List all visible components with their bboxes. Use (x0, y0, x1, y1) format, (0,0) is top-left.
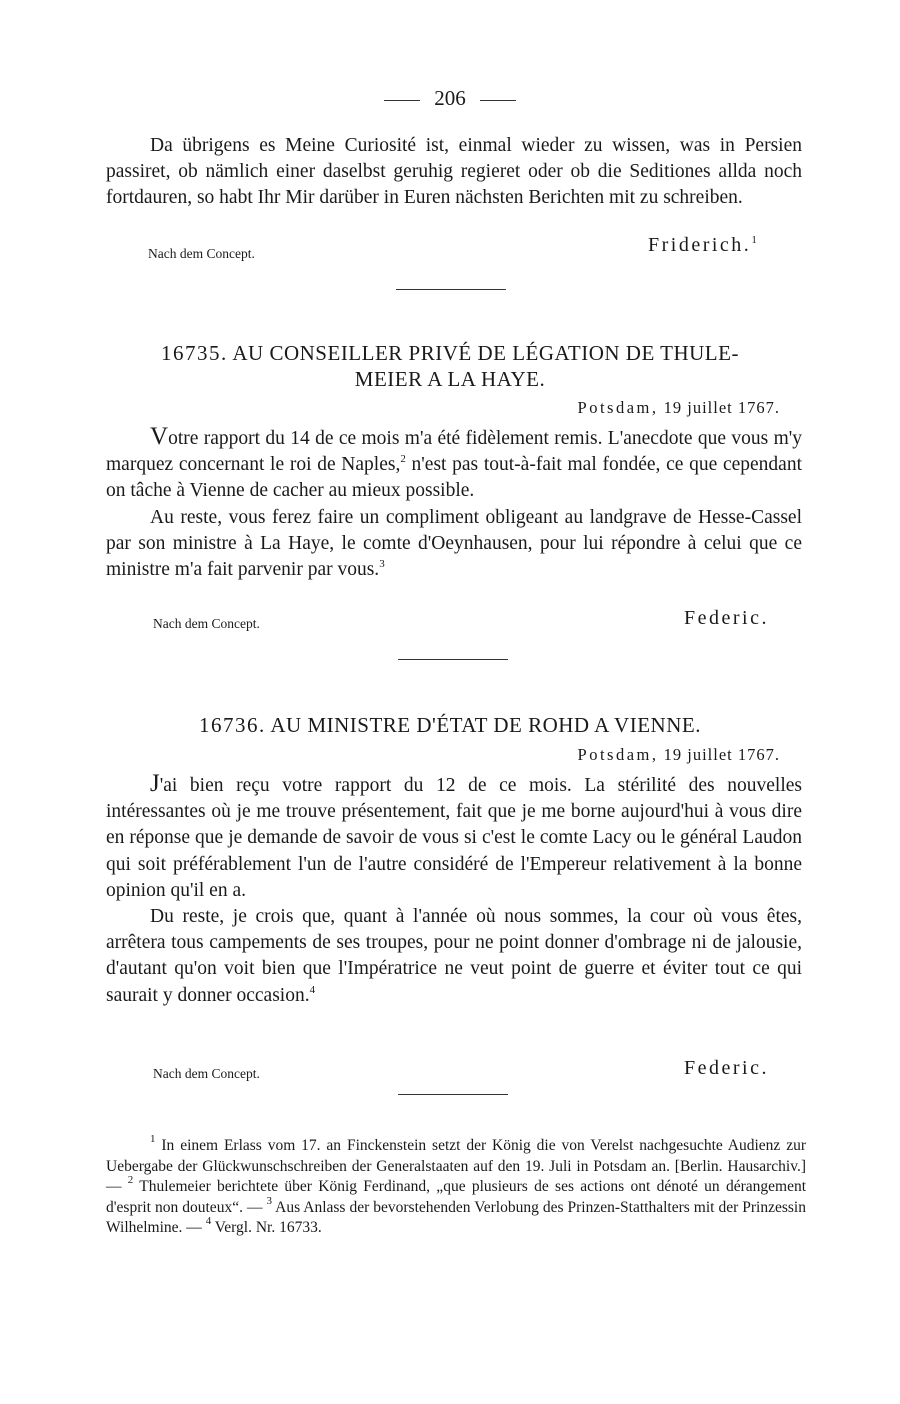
letter-16735-heading-line2: MEIER A LA HAYE. (354, 367, 546, 391)
letter-16736-place: Potsdam, (577, 745, 659, 764)
letter-16736-p1-text: 'ai bien reçu votre rapport du 12 de ce mois. La stérilité des nouvelles intéressantes où je me trouve présentement, fait que je me borne aujourd'hui à vous dire en réponse que je demande de savoir de vous si c'est le comte Lacy ou le général Laudon qui soit préférablement l'un de l'autre considéré de l'Empereur relativement à la bonne opinion qu'il en a. (106, 775, 802, 901)
separator-rule (398, 659, 508, 660)
letter-16736-date: 19 juillet 1767. (663, 745, 780, 764)
letter-16736-p2-text: Du reste, je crois que, quant à l'année où nous sommes, la cour où vous êtes, arrêtera tous campements de ses troupes, pour ne point donner d'ombrage ni de jalousie, d'autant qu'on voit bien que l'Impératrice ne veut point de guerre et éviter tout ce qui saurait y donner occasion. (106, 906, 802, 1006)
letter-16735-p1-text-b: n'est pas tout-à-fait mal fondée, ce que cependant on tâche à Vienne de cacher au mieux possible. (106, 454, 802, 502)
intro-text: Da übrigens es Meine Curiosité ist, einmal wieder zu wissen, was in Persien passiret, ob nämlich einer daselbst geruhig regieret oder ob die Seditiones allda noch fortdauren, so habt Ihr Mir darüber in Euren nächsten Berichten mit zu schreiben. (106, 135, 802, 209)
page-number-dash-right (480, 100, 516, 101)
letter-16735-dateline (578, 398, 780, 418)
letter-16736-paragraph-1 (106, 770, 802, 904)
letter-16736-heading-line1: AU MINISTRE D'ÉTAT DE ROHD A VIENNE. (270, 713, 701, 737)
footnote-mark-4: 4 (205, 1215, 212, 1227)
letter-16736-paragraph-2 (106, 904, 802, 1009)
letter-16735-paragraph-1 (106, 423, 802, 505)
footnotes-text (106, 1133, 807, 1239)
letter-16735-paragraph-2 (106, 505, 802, 584)
separator-rule (396, 289, 506, 290)
letter-16735-heading-line1: AU CONSEILLER PRIVÉ DE LÉGATION DE THULE- (232, 341, 739, 365)
footnote-2: Thulemeier berichtete über König Ferdinand, „que plusieurs de ses actions ont dénoté un dérangement d'esprit non douteux“. — (106, 1178, 807, 1216)
letter-16736-heading (0, 712, 900, 738)
letter-16735-signature: Federic. (684, 607, 769, 629)
intro-paragraph (106, 133, 802, 212)
letter-16735-footnote-mark-3: 3 (379, 558, 385, 571)
letter-16736-number: 16736. (199, 713, 266, 737)
letter-16736-footnote-mark-4: 4 (309, 983, 316, 996)
intro-signature (648, 234, 759, 257)
letter-16735-place: Potsdam, (577, 398, 659, 417)
footnote-mark-1: 1 (150, 1133, 156, 1145)
page-number-dash-left (384, 100, 420, 101)
letter-16735-date: 19 juillet 1767. (663, 398, 780, 417)
separator-rule (398, 1094, 508, 1095)
intro-signature-text: Friderich. (648, 234, 752, 256)
letter-16735-initial: V (150, 423, 169, 450)
page-number-text: 206 (434, 86, 466, 110)
footnote-mark-3: 3 (266, 1194, 272, 1207)
letter-16736-source: Nach dem Concept. (153, 1066, 260, 1081)
footnote-mark-2: 2 (127, 1174, 134, 1186)
letter-16736-dateline (578, 745, 780, 765)
letter-16736-signature: Federic. (684, 1057, 769, 1079)
letter-16735-footnote-mark-2: 2 (400, 453, 406, 466)
letter-16735-heading (0, 340, 900, 392)
letter-16735-source: Nach dem Concept. (153, 616, 260, 631)
page-number (0, 86, 900, 111)
letter-16736-initial: J (150, 770, 160, 797)
letter-16735-p1-text-a: otre rapport du 14 de ce mois m'a été fidèlement remis. L'anecdote que vous m'y marquez concernant le roi de Naples, (106, 428, 802, 476)
letter-16735-number: 16735. (161, 341, 228, 365)
footnote-3: Aus Anlass der bevorstehenden Verlobung des Prinzen-Statthalters mit der Prinzessin Wilhelmine. — (106, 1198, 806, 1236)
intro-footnote-mark: 1 (751, 234, 760, 246)
footnotes (106, 1133, 807, 1239)
footnote-1: In einem Erlass vom 17. an Finckenstein setzt der König die von Verelst nachgesuchte Audienz zur Uebergabe der Glückwunschschreiben der Generalstaaten auf den 19. Juli in Potsdam an. [Berlin. Hausarchiv.] — (106, 1137, 806, 1195)
intro-source: Nach dem Concept. (148, 246, 255, 261)
footnote-4: Vergl. Nr. 16733. (211, 1219, 322, 1236)
letter-16736-body (106, 770, 802, 1009)
letter-16735-p2-text: Au reste, vous ferez faire un compliment obligeant au landgrave de Hesse-Cassel par son ministre à La Haye, le comte d'Oeynhausen, pour lui répondre à celui que ce ministre m'a fait parvenir par vous. (106, 506, 802, 581)
letter-16735-body (106, 423, 802, 583)
